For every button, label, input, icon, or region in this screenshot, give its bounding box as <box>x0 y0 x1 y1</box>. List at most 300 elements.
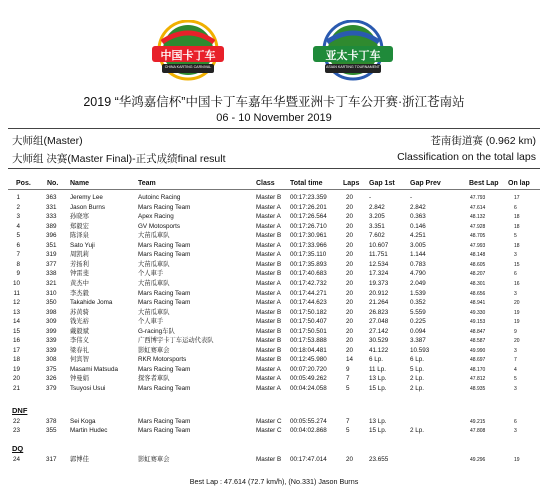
cell-best: 47.614 <box>470 204 486 211</box>
cell-total: 00:17:47.014 <box>290 456 327 463</box>
table-row <box>0 194 548 202</box>
cell-class: Master A <box>256 365 281 373</box>
cell-best: 47.993 <box>470 242 486 249</box>
cell-pos: 2 <box>16 203 20 211</box>
cell-gapprev: 0.352 <box>410 299 426 307</box>
cell-class: Master B <box>256 327 282 335</box>
cell-gapprev: - <box>410 194 413 201</box>
left-logo-text: 中国卡丁车 <box>160 50 216 62</box>
cell-best: 47.812 <box>470 376 486 383</box>
cell-no: 350 <box>46 299 57 307</box>
cell-pos: 8 <box>16 260 20 268</box>
cell-gap1: - <box>369 194 372 201</box>
cell-laps: 20 <box>346 299 354 307</box>
cell-team: RKR Motorsports <box>138 356 187 364</box>
cell-class: Master A <box>256 385 281 392</box>
cell-best: 48.656 <box>470 290 486 297</box>
cell-class: Master A <box>256 299 281 307</box>
divider-mid <box>8 168 540 169</box>
cell-laps: 20 <box>346 194 354 201</box>
cell-on: 3 <box>514 386 517 392</box>
cell-no: 338 <box>46 270 57 278</box>
cell-pos: 1 <box>16 194 20 201</box>
cell-best: 48.587 <box>470 338 486 345</box>
cell-class: Master B <box>256 260 282 268</box>
table-row <box>0 270 548 278</box>
cell-pos: 22 <box>12 418 20 425</box>
cell-total: 00:05:55.274 <box>290 418 327 425</box>
cell-gap1: 13 Lp. <box>369 375 387 383</box>
cell-pos: 5 <box>16 232 20 240</box>
dnf-section-label: DNF <box>12 406 28 415</box>
col-name: Name <box>70 180 90 187</box>
cell-best: 49.330 <box>470 309 486 316</box>
cell-pos: 13 <box>12 308 20 316</box>
cell-no: 331 <box>46 203 57 211</box>
cell-no: 363 <box>46 194 57 201</box>
cell-team: 个人車手 <box>138 318 164 326</box>
cell-on: 18 <box>514 214 520 221</box>
cell-no: 326 <box>46 375 57 383</box>
table-row <box>0 309 548 317</box>
event-dates: 06 - 10 November 2019 <box>216 112 332 124</box>
cell-laps: 7 <box>346 418 350 425</box>
cell-laps: 20 <box>346 251 354 259</box>
cell-class: Master A <box>256 375 281 383</box>
cell-class: Master A <box>256 251 281 259</box>
cell-best: 48.935 <box>470 386 486 392</box>
table-row <box>0 261 548 269</box>
cell-gap1: 13 Lp. <box>369 418 387 425</box>
cell-name: 郑毅宏 <box>70 222 89 230</box>
cell-pos: 19 <box>12 365 20 373</box>
cell-gap1: 10.607 <box>369 241 389 249</box>
cell-gap1: 15 Lp. <box>369 385 387 392</box>
right-logo-sub: ASIAN KARTING TOURNAMENT <box>326 65 380 69</box>
cell-team: Mars Racing Team <box>138 289 191 297</box>
cell-no: 355 <box>46 426 57 434</box>
cell-gapprev: 3.387 <box>410 337 426 345</box>
cell-best: 47.808 <box>470 427 486 434</box>
cell-gap1: 30.529 <box>369 337 389 345</box>
cell-class: Master B <box>256 346 282 354</box>
cell-best: 47.928 <box>470 223 486 230</box>
cell-class: Master C <box>256 418 282 425</box>
cell-laps: 20 <box>346 213 354 221</box>
table-row <box>0 366 548 374</box>
cell-team: 影虹赛車会 <box>138 456 170 463</box>
cell-name: 苏黄骑 <box>70 308 89 316</box>
divider-top <box>8 128 540 129</box>
classification-label: Classification on the total laps <box>397 151 536 163</box>
cell-laps: 20 <box>346 203 354 211</box>
cell-gap1: 7.602 <box>369 232 385 240</box>
cell-class: Master A <box>256 213 281 221</box>
cell-best: 49.215 <box>470 419 486 425</box>
cell-laps: 20 <box>346 318 354 326</box>
cell-gap1: 3.205 <box>369 213 385 221</box>
cell-no: 396 <box>46 232 57 240</box>
table-row <box>0 242 548 250</box>
cell-pos: 24 <box>12 456 20 463</box>
header-underline <box>8 189 540 190</box>
cell-laps: 20 <box>346 308 354 316</box>
cell-gapprev: 5 Lp. <box>410 365 425 373</box>
table-row <box>0 328 548 336</box>
cell-no: 375 <box>46 365 57 373</box>
cell-no: 379 <box>46 385 57 392</box>
table-row <box>0 204 548 212</box>
cell-pos: 12 <box>12 299 20 307</box>
col-gap1: Gap 1st <box>369 180 395 187</box>
cell-team: 广西博宇卡丁车运动代表队 <box>138 337 214 345</box>
col-team: Team <box>138 180 156 187</box>
cell-total: 00:17:50.182 <box>290 308 327 316</box>
cell-best: 48.941 <box>470 300 486 307</box>
table-row <box>0 385 548 393</box>
right-logo-text: 亚太卡丁车 <box>325 50 381 62</box>
cell-laps: 20 <box>346 456 354 463</box>
cell-gap1: 27.048 <box>369 318 389 326</box>
cell-total: 00:17:40.683 <box>290 270 327 278</box>
cell-gap1: 27.142 <box>369 327 389 335</box>
cell-class: Master C <box>256 426 282 434</box>
cell-team: Mars Racing Team <box>138 385 191 392</box>
cell-class: Master A <box>256 241 281 249</box>
cell-gapprev: 3.005 <box>410 241 426 249</box>
cell-on: 9 <box>514 328 517 335</box>
cell-best: 48.170 <box>470 366 486 373</box>
cell-gap1: 41.122 <box>369 346 389 354</box>
cell-no: 389 <box>46 222 57 230</box>
cell-name: 孙晓寒 <box>70 213 89 221</box>
cell-gap1: 23.655 <box>369 456 389 463</box>
cell-pos: 15 <box>12 327 20 335</box>
cell-gap1: 20.912 <box>369 289 389 297</box>
cell-total: 00:17:35.893 <box>290 260 327 268</box>
cell-total: 00:17:50.501 <box>290 327 327 335</box>
cell-laps: 20 <box>346 337 354 345</box>
cell-on: 20 <box>514 338 520 345</box>
cell-pos: 17 <box>12 346 20 354</box>
cell-team: Mars Racing Team <box>138 365 191 373</box>
table-row <box>0 356 548 364</box>
table-row <box>0 213 548 221</box>
cell-total: 00:17:26.564 <box>290 213 327 221</box>
cell-gapprev: 4.790 <box>410 270 426 278</box>
table-row <box>0 375 548 383</box>
cell-on: 5 <box>514 376 517 383</box>
table-row <box>0 318 548 326</box>
cell-class: Master B <box>256 308 282 316</box>
cell-team: Mars Racing Team <box>138 203 191 211</box>
table-row <box>0 456 548 464</box>
cell-team: G-racing车队 <box>138 327 175 335</box>
cell-best: 48.207 <box>470 271 486 278</box>
cell-class: Master B <box>256 456 282 463</box>
cell-gapprev: 0.363 <box>410 213 426 221</box>
cell-best: 48.301 <box>470 280 486 287</box>
cell-gap1: 11.751 <box>369 251 388 259</box>
cell-gap1: 12.534 <box>369 260 389 268</box>
cell-total: 00:17:35.110 <box>290 251 327 259</box>
cell-total: 00:17:23.359 <box>290 194 327 201</box>
cell-name: 钟雷斐 <box>70 270 89 278</box>
cell-name: 钟曼娟 <box>70 375 89 383</box>
cell-class: Master B <box>256 194 282 201</box>
table-row <box>0 232 548 240</box>
cell-team: 大苗瓜車队 <box>138 232 170 240</box>
cell-name: Takahide Joma <box>70 299 113 307</box>
table-row <box>0 251 548 259</box>
cell-gap1: 6 Lp. <box>369 356 384 364</box>
cell-name: 芳扬利 <box>70 260 89 268</box>
col-gapprev: Gap Prev <box>410 180 441 187</box>
cell-pos: 18 <box>12 356 20 364</box>
cell-gapprev: 0.783 <box>410 260 426 268</box>
cell-pos: 14 <box>12 318 20 326</box>
cell-pos: 10 <box>12 279 20 287</box>
cell-pos: 6 <box>16 241 20 249</box>
cell-class: Master B <box>256 337 282 345</box>
cell-class: Master B <box>256 270 282 278</box>
cell-no: 308 <box>46 356 57 364</box>
cell-pos: 21 <box>12 385 20 392</box>
cell-name: 周凯莉 <box>70 251 89 259</box>
cell-on: 3 <box>514 347 517 354</box>
cell-on: 18 <box>514 223 520 230</box>
cell-on: 6 <box>514 419 517 425</box>
cell-gapprev: 2 Lp. <box>410 426 425 434</box>
cell-team: 大苗瓜車队 <box>138 260 170 268</box>
cell-gap1: 26.823 <box>369 308 389 316</box>
table-row <box>0 290 548 298</box>
cell-team: Mars Racing Team <box>138 418 191 425</box>
cell-on: 18 <box>514 242 520 249</box>
cell-gapprev: 2.842 <box>410 203 426 211</box>
cell-on: 3 <box>514 427 517 434</box>
cell-gap1: 19.373 <box>369 279 389 287</box>
cell-gapprev: 4.251 <box>410 232 426 240</box>
cell-class: Master B <box>256 356 282 364</box>
cell-gapprev: 2.049 <box>410 279 426 287</box>
cell-gapprev: 10.593 <box>410 346 430 354</box>
cell-no: 333 <box>46 213 57 221</box>
cell-pos: 4 <box>16 222 20 230</box>
cell-class: Master A <box>256 222 281 230</box>
cell-no: 399 <box>46 327 57 335</box>
col-bestlap: Best Lap <box>469 180 499 187</box>
cell-class: Master B <box>256 318 282 326</box>
circuit-label: 苍南街道赛 (0.962 km) <box>430 135 536 147</box>
cell-gapprev: 1.144 <box>410 251 426 259</box>
cell-team: 大苗瓜車队 <box>138 308 170 316</box>
cell-no: 351 <box>46 241 57 249</box>
cell-total: 00:07:20.720 <box>290 365 327 373</box>
cell-total: 00:17:42.732 <box>290 279 327 287</box>
cell-total: 00:17:26.201 <box>290 203 327 211</box>
col-class: Class <box>256 180 275 187</box>
cell-on: 15 <box>514 261 520 268</box>
cell-pos: 3 <box>16 213 20 221</box>
left-logo-sub: CHINA KARTING CARNIVAL <box>164 65 212 69</box>
dq-section-label: DQ <box>12 444 24 453</box>
cell-team: 大苗瓜車队 <box>138 279 170 287</box>
cell-laps: 14 <box>346 356 354 364</box>
cell-no: 319 <box>46 251 57 259</box>
cell-on: 6 <box>514 271 517 278</box>
cell-gapprev: 2 Lp. <box>410 375 425 383</box>
cell-gapprev: 0.094 <box>410 327 426 335</box>
table-row <box>0 280 548 288</box>
cell-gapprev: 0.225 <box>410 318 426 326</box>
cell-class: Master A <box>256 203 281 211</box>
cell-laps: 20 <box>346 260 354 268</box>
cell-total: 00:17:50.407 <box>290 318 327 326</box>
cell-total: 00:18:04.481 <box>290 346 327 354</box>
cell-best: 48.697 <box>470 357 486 364</box>
cell-name: 黄杰中 <box>70 279 89 287</box>
cell-no: 309 <box>46 318 57 326</box>
cell-name: 李杰毅 <box>70 289 89 297</box>
cell-on: 16 <box>514 280 520 287</box>
cell-name: 梁春礼 <box>70 346 89 354</box>
cell-total: 00:17:30.961 <box>290 232 327 240</box>
cell-laps: 20 <box>346 270 354 278</box>
cell-name: Sei Koga <box>70 418 96 425</box>
cell-no: 339 <box>46 337 57 345</box>
cell-laps: 5 <box>346 385 350 392</box>
cell-no: 321 <box>46 279 57 287</box>
cell-name: Jason Burns <box>70 203 106 211</box>
cell-total: 00:05:49.262 <box>290 375 327 383</box>
cell-total: 00:17:53.888 <box>290 337 327 345</box>
cell-best: 48.847 <box>470 328 486 335</box>
table-row <box>0 337 548 345</box>
cell-name: Jeremy Lee <box>70 194 103 201</box>
cell-on: 7 <box>514 357 517 364</box>
group-label: 大师组(Master) <box>12 135 83 147</box>
cell-gapprev: 5.559 <box>410 308 426 316</box>
col-total: Total time <box>290 180 323 187</box>
cell-total: 00:12:45.980 <box>290 356 327 364</box>
cell-laps: 20 <box>346 279 354 287</box>
cell-on: 3 <box>514 252 517 259</box>
cell-total: 00:17:44.271 <box>290 289 327 297</box>
cell-name: 陈泽泉 <box>70 232 89 240</box>
cell-name: Sato Yuji <box>70 241 95 249</box>
cell-gap1: 15 Lp. <box>369 426 387 434</box>
cell-best: 48.705 <box>470 233 486 240</box>
cell-laps: 9 <box>346 365 350 373</box>
cell-best: 47.793 <box>470 195 486 201</box>
cell-gapprev: 0.146 <box>410 222 426 230</box>
cell-team: 探客者車队 <box>138 375 170 383</box>
cell-team: Autoinc Racing <box>138 194 181 201</box>
cell-name: 郭博佳 <box>70 456 89 463</box>
cell-on: 6 <box>514 204 517 211</box>
cell-best: 49.296 <box>470 457 486 463</box>
cell-total: 00:04:02.868 <box>290 426 327 434</box>
cell-no: 317 <box>46 456 57 463</box>
cell-laps: 5 <box>346 426 350 434</box>
cell-name: 何宾智 <box>70 356 89 364</box>
cell-name: 戴毅斌 <box>70 327 89 335</box>
cell-gap1: 3.351 <box>369 222 385 230</box>
event-title: 2019 “华鸿嘉信杯”中国卡丁车嘉年华暨亚洲卡丁车公开赛·浙江苍南站 <box>83 95 465 109</box>
cell-total: 00:17:44.623 <box>290 299 327 307</box>
table-row <box>0 427 548 435</box>
cell-laps: 7 <box>346 375 350 383</box>
cell-laps: 20 <box>346 232 354 240</box>
table-row <box>0 347 548 355</box>
cell-on: 4 <box>514 366 517 373</box>
cell-no: 377 <box>46 260 57 268</box>
cell-laps: 20 <box>346 222 354 230</box>
col-laps: Laps <box>343 180 360 187</box>
cell-best: 48.148 <box>470 252 486 259</box>
cell-gapprev: 1.539 <box>410 289 426 297</box>
cell-name: Masami Matsuda <box>70 365 118 373</box>
cell-total: 00:17:33.966 <box>290 241 327 249</box>
cell-name: 钱光裕 <box>70 318 89 326</box>
col-no: No. <box>47 180 59 187</box>
cell-no: 378 <box>46 418 57 425</box>
cell-pos: 20 <box>12 375 20 383</box>
cell-pos: 16 <box>12 337 20 345</box>
cell-gap1: 2.842 <box>369 203 385 211</box>
cell-best: 48.132 <box>470 214 486 221</box>
cell-class: Master A <box>256 279 281 287</box>
cell-total: 00:04:24.058 <box>290 385 327 392</box>
cell-team: Apex Racing <box>138 213 174 221</box>
cell-total: 00:17:26.710 <box>290 222 327 230</box>
cell-best: 49.990 <box>470 347 486 354</box>
table-row <box>0 223 548 231</box>
cell-name: 李伟义 <box>70 337 89 345</box>
cell-no: 310 <box>46 289 57 297</box>
col-onlap: On lap <box>508 180 530 187</box>
cell-on: 19 <box>514 309 520 316</box>
cell-pos: 23 <box>12 426 20 434</box>
cell-pos: 9 <box>16 270 20 278</box>
cell-class: Master A <box>256 289 281 297</box>
cell-best: 48.605 <box>470 261 486 268</box>
best-lap-footer: Best Lap : 47.614 (72.7 km/h), (No.331) Jason Burns <box>189 477 359 486</box>
cell-no: 339 <box>46 346 57 354</box>
cell-gap1: 21.264 <box>369 299 389 307</box>
col-pos: Pos. <box>16 180 31 187</box>
cell-name: Tsuyosi Usui <box>70 385 106 392</box>
cell-team: Mars Racing Team <box>138 426 191 434</box>
cell-laps: 20 <box>346 327 354 335</box>
cell-on: 19 <box>514 457 520 463</box>
cell-team: Mars Racing Team <box>138 251 191 259</box>
cell-team: Mars Racing Team <box>138 299 191 307</box>
session-label: 大师组 决赛(Master Final)-正式成绩final result <box>12 153 226 165</box>
cell-gap1: 11 Lp. <box>369 365 387 373</box>
cell-on: 19 <box>514 319 520 326</box>
cell-gapprev: 2 Lp. <box>410 385 425 392</box>
cell-team: 个人車手 <box>138 270 164 278</box>
cell-gap1: 17.324 <box>369 270 389 278</box>
cell-class: Master B <box>256 232 282 240</box>
cell-laps: 20 <box>346 346 354 354</box>
cell-team: 影虹赛車会 <box>138 346 170 354</box>
cell-team: GV Motosports <box>138 222 180 230</box>
cell-laps: 20 <box>346 241 354 249</box>
cell-name: Martin Hudec <box>70 426 108 434</box>
